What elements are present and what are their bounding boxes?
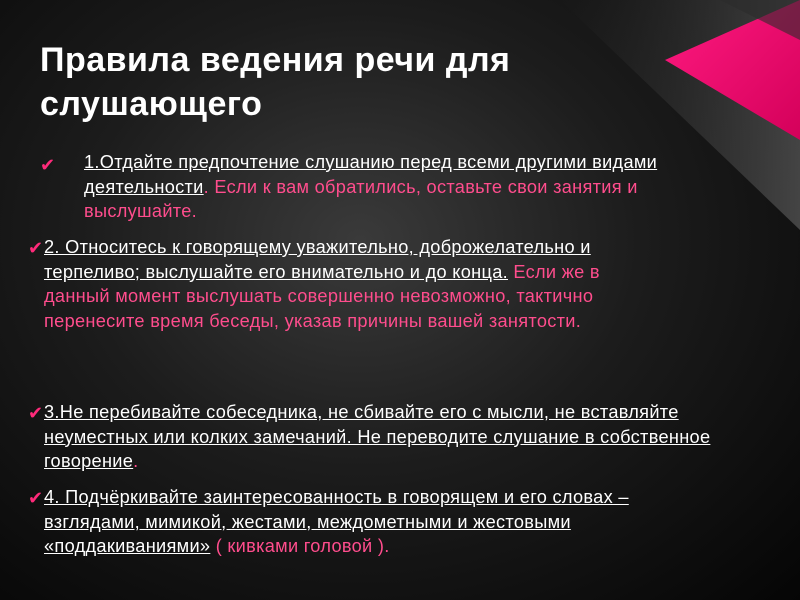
rule-3-underlined-text: 3.Не перебивайте собеседника, не сбивайте его с мысли, не вставляйте неуместных или колких замечаний. Не переводите слушание в собственное говорение (44, 402, 711, 471)
rule-item-2 (44, 235, 664, 333)
checkmark-icon: ✔ (28, 488, 44, 509)
rule-4-underlined-text: 4. Подчёркивайте заинтересованность в говорящем и его словах – взглядами, мимикой, жестами, междометными и жестовыми «поддакиваниями» (44, 487, 629, 556)
rule-item-3 (44, 400, 724, 474)
checkmark-icon: ✔ (28, 403, 44, 424)
rule-1-text: . Если к вам обратились, оставьте свои занятия и выслушайте. (84, 176, 638, 221)
rule-4-text: ( кивками головой ). (210, 536, 390, 556)
rule-1-underlined-text: 1.Отдайте предпочтение слушанию перед всеми другими видами деятельности (84, 152, 658, 197)
rule-2-underlined-text: 2. Относитесь к говорящему уважительно, доброжелательно и терпеливо; выслушайте его внимательно и до конца. (44, 237, 591, 282)
slide-title: Правила ведения речи для слушающего (40, 41, 511, 123)
checkmark-icon: ✔ (28, 238, 44, 259)
rule-item-1 (84, 150, 724, 224)
rule-item-4 (44, 485, 724, 559)
rule-3-text: . (133, 451, 139, 471)
rule-2-text: Если же в данный момент выслушать совершенно невозможно, тактично перенесите время беседы, указав причины вашей занятости. (44, 261, 600, 331)
checkmark-icon: ✔ (40, 155, 56, 176)
